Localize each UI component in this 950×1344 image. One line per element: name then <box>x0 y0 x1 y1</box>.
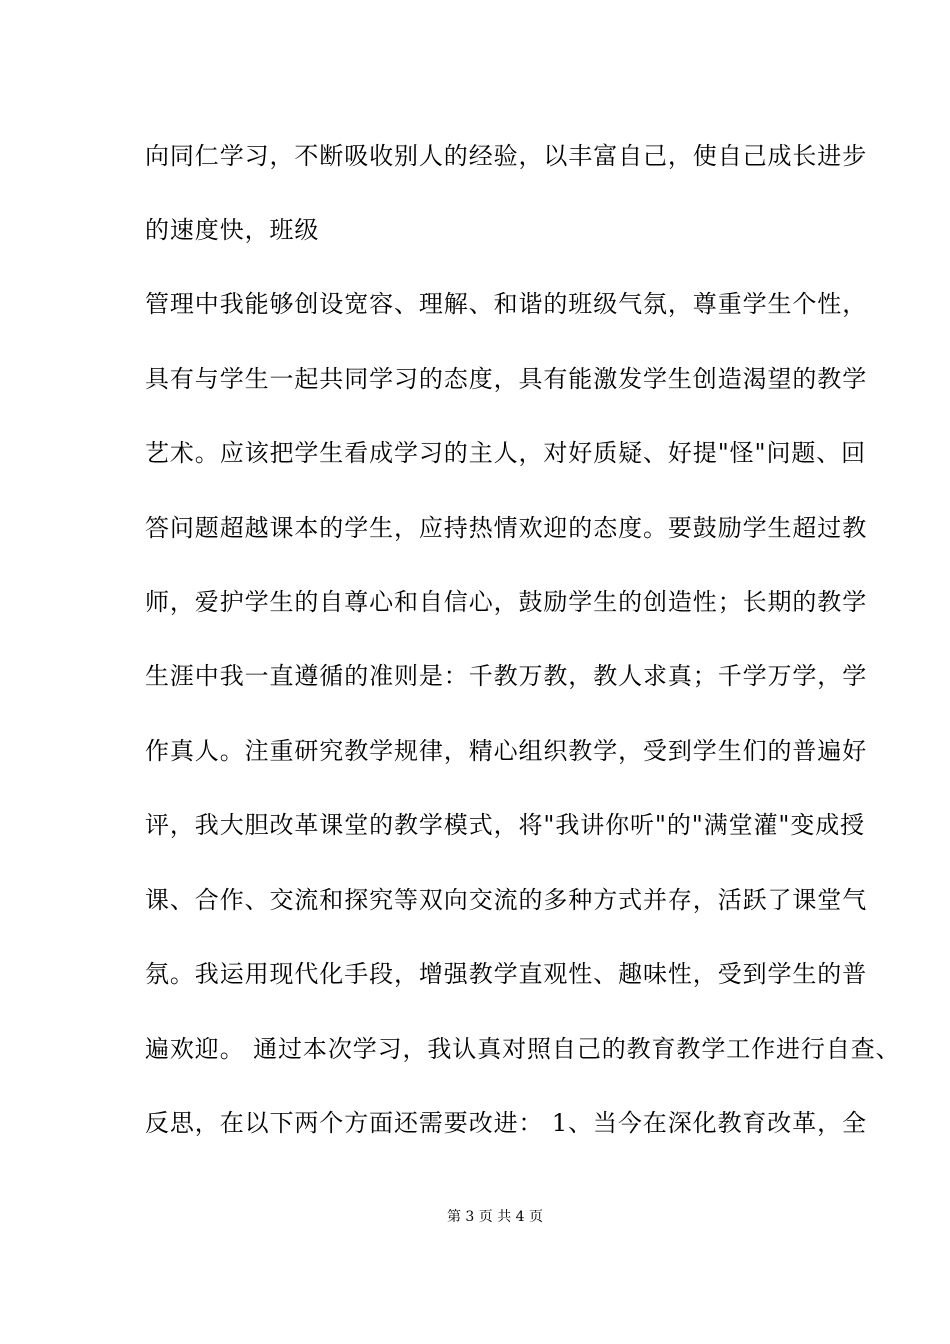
body-text-line-8: 生涯中我一直遵循的准则是：千教万教，教人求真；千学万学，学 <box>145 662 868 690</box>
page-number-footer: 第 3 页 共 4 页 <box>446 1209 544 1225</box>
body-text-line-4: 具有与学生一起共同学习的态度，具有能激发学生创造渴望的教学 <box>145 365 868 393</box>
body-text-line-11: 课、合作、交流和探究等双向交流的多种方式并存，活跃了课堂气 <box>145 886 868 914</box>
body-text-line-6: 答问题超越课本的学生，应持热情欢迎的态度。要鼓励学生超过教 <box>145 514 868 542</box>
body-text-line-10: 评，我大胆改革课堂的教学模式，将"我讲你听"的"满堂灌"变成授 <box>145 811 866 839</box>
body-text-line-3: 管理中我能够创设宽容、理解、和谐的班级气氛，尊重学生个性， <box>145 290 868 318</box>
body-text-line-5: 艺术。应该把学生看成学习的主人，对好质疑、好提"怪"问题、回 <box>145 439 867 467</box>
body-text-line-7: 师，爱护学生的自尊心和自信心，鼓励学生的创造性；长期的教学 <box>145 588 868 616</box>
body-text-line-13: 遍欢迎。 通过本次学习，我认真对照自己的教育教学工作进行自查、 <box>145 1035 901 1063</box>
body-text-line-2: 的速度快，班级 <box>145 216 320 244</box>
body-text-line-12: 氛。我运用现代化手段，增强教学直观性、趣味性，受到学生的普 <box>145 960 868 988</box>
body-text-line-14: 反思，在以下两个方面还需要改进： 1、当今在深化教育改革，全 <box>145 1109 867 1137</box>
body-text-line-1: 向同仁学习，不断吸收别人的经验，以丰富自己，使自己成长进步 <box>145 142 868 170</box>
body-text-line-9: 作真人。注重研究教学规律，精心组织教学，受到学生们的普遍好 <box>145 737 868 765</box>
